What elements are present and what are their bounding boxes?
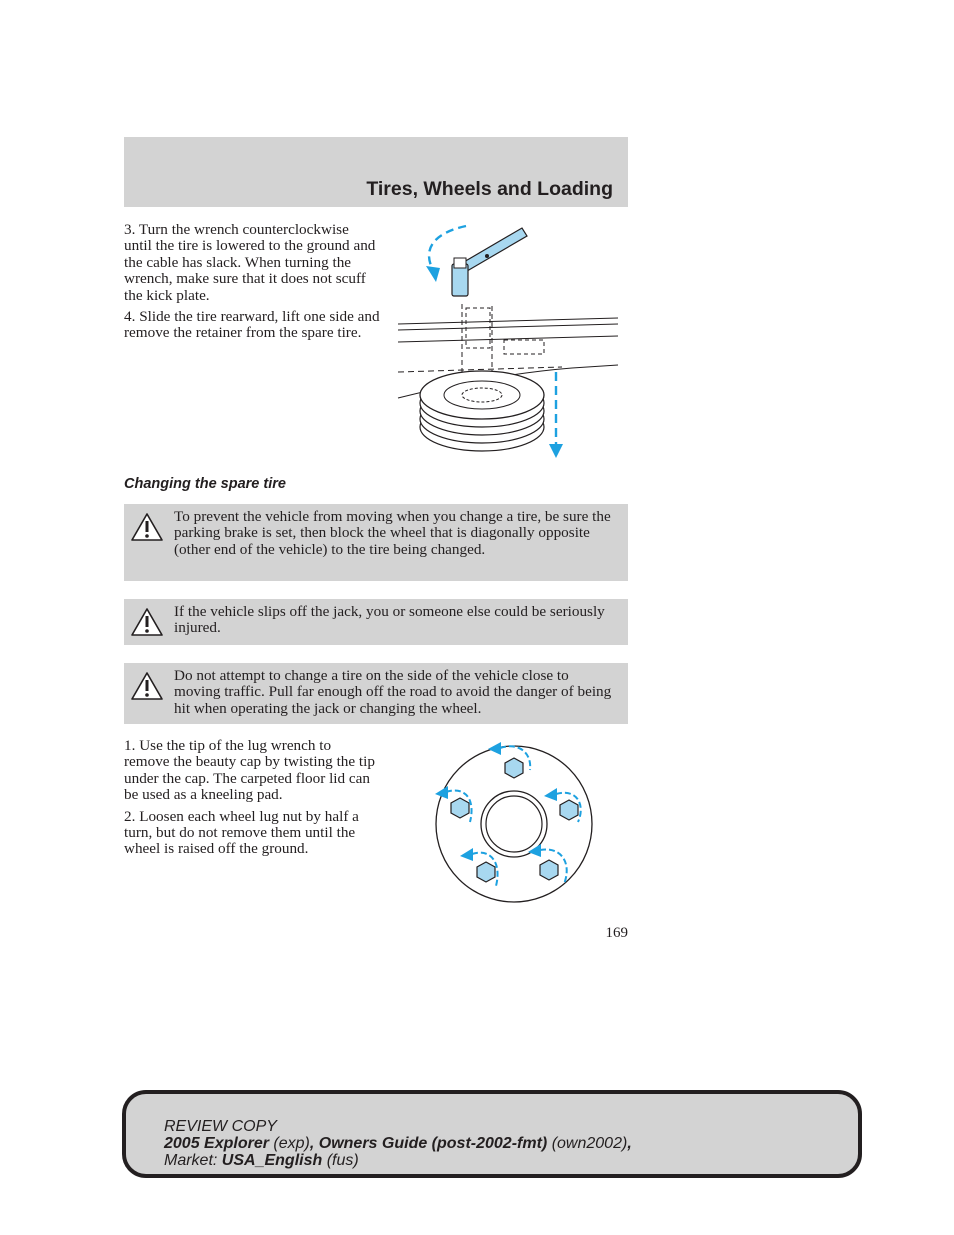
warning-text: If the vehicle slips off the jack, you or someone else could be seriously injured. [174,603,605,637]
step-2-text: 2. Loosen each wheel lug nut by half a turn, but do not remove them until the wheel is raised off the ground. [124,807,359,858]
warning-text: Do not attempt to change a tire on the side of the vehicle close to moving traffic. Pull far enough off the road to avoid the danger of being hit when operating the jack or changing the wheel. [174,667,612,717]
footer-market-code: (fus) [326,1152,359,1169]
warning-box-parking-brake [124,504,628,581]
step-4-text: 4. Slide the tire rearward, lift one side and remove the retainer from the spare tire. [124,308,380,342]
warning-text: To prevent the vehicle from moving when you change a tire, be sure the parking brake is set, then block the wheel that is diagonally opposite (other end of the vehicle) to the tire being changed. [174,508,611,558]
step-1-text: 1. Use the tip of the lug wrench to remove the beauty cap by twisting the tip under the cap. The carpeted floor lid can be used as a kneeling pad. [124,737,375,804]
section-title: Tires, Wheels and Loading [366,178,613,200]
footer-model-code: (exp) [273,1135,310,1152]
warning-triangle-icon [130,671,164,701]
footer-sep-2: , [627,1135,632,1152]
section-header-band [124,137,628,207]
footer-guide: Owners Guide (post-2002-fmt) [318,1135,548,1152]
spare-tire-lowering-illustration [392,222,628,462]
steps-bottom [124,738,380,863]
review-copy-footer [122,1090,862,1178]
spare-tire-icon [420,371,544,451]
changing-spare-tire-heading: Changing the spare tire [124,476,286,492]
footer-text [164,1118,632,1169]
warning-box-jack-slip [124,599,628,645]
wheel-lug-nuts-illustration [430,738,600,908]
footer-line-1 [164,1118,632,1135]
page-number: 169 [605,925,628,941]
footer-market: USA_English [221,1152,323,1169]
footer-line-3 [164,1152,632,1169]
warning-triangle-icon [130,607,164,637]
footer-model: 2005 Explorer [164,1135,269,1152]
footer-guide-code: (own2002) [551,1135,628,1152]
footer-market-label: Market: [164,1152,218,1169]
warning-box-traffic [124,663,628,724]
review-copy-label: REVIEW COPY [164,1118,277,1135]
footer-sep-1: , [309,1135,315,1152]
steps-top [124,222,380,347]
step-3-text: 3. Turn the wrench counterclockwise until the tire is lowered to the ground and the cable has slack. When turning the wrench, make sure that it does not scuff the kick plate. [124,221,376,304]
warning-triangle-icon [130,512,164,542]
down-arrow-icon [549,372,563,458]
footer-line-2 [164,1135,632,1152]
